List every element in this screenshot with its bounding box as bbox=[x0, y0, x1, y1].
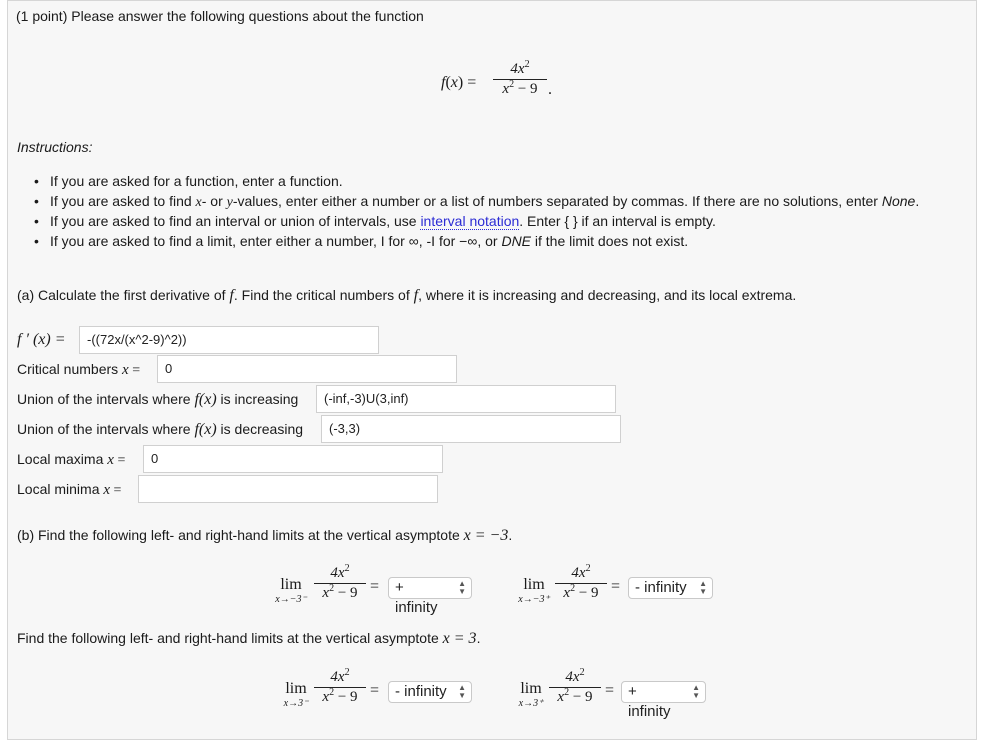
critical-numbers-input[interactable]: 0 bbox=[157, 355, 457, 383]
critical-label-var: x bbox=[122, 362, 129, 378]
limit-1-fraction bbox=[314, 565, 366, 602]
maxima-label-text: Local maxima bbox=[17, 451, 108, 467]
lim-subscript: x→−3⁻ bbox=[275, 594, 307, 605]
lim-bar bbox=[555, 583, 607, 584]
part-a-f: f bbox=[229, 287, 234, 304]
function-bar bbox=[493, 79, 547, 80]
lim-denominator: x bbox=[322, 689, 330, 705]
increasing-label-text: is increasing bbox=[216, 391, 299, 407]
instruction-item: • If you are asked to find an interval or union of intervals, use interval notation. Enter { } if an interval is empty. bbox=[34, 213, 716, 229]
function-period: . bbox=[548, 81, 552, 98]
decreasing-label-text: is decreasing bbox=[216, 421, 304, 437]
increasing-intervals-input[interactable]: (-inf,-3)U(3,inf) bbox=[316, 385, 616, 413]
limit-4-answer: + infinity bbox=[628, 683, 671, 720]
increasing-label-fx: f(x) bbox=[194, 391, 217, 408]
part-a-text: , where it is increasing and decreasing, and its local extrema. bbox=[418, 287, 797, 303]
part-b-asymptote: x = −3 bbox=[463, 527, 509, 544]
problem-header: (1 point) Please answer the following questions about the function bbox=[16, 8, 424, 24]
select-arrows-icon: ▲ ▼ bbox=[458, 683, 466, 700]
instructions-list bbox=[34, 172, 920, 252]
instruction-item: • If you are asked to find a limit, enter either a number, I for ∞, -I for −∞, or DNE if the limit does not exist. bbox=[34, 233, 689, 249]
part-b-asymptote-2: x = 3 bbox=[442, 630, 477, 647]
lim-numerator: 4x bbox=[330, 669, 345, 685]
limit-3-equals: = bbox=[370, 682, 380, 699]
minima-label-text: Local minima bbox=[17, 481, 104, 497]
minima-label-var: x bbox=[103, 482, 111, 498]
maxima-label-eq: = bbox=[113, 453, 126, 468]
lim-bar bbox=[314, 687, 366, 688]
increasing-label-text: Union of the intervals where bbox=[17, 391, 195, 407]
limit-4-fraction bbox=[549, 669, 601, 706]
lim-numerator: 4x bbox=[571, 565, 586, 581]
lim-num-exp: 2 bbox=[344, 667, 350, 678]
local-maxima-input[interactable]: 0 bbox=[143, 445, 443, 473]
function-numerator: 4x bbox=[510, 61, 525, 77]
instruction-text: If you are asked to find bbox=[50, 193, 196, 209]
instruction-text: If you are asked to find a limit, enter either a number, I for ∞, -I for −∞, or bbox=[50, 233, 502, 249]
part-b-prompt-2 bbox=[17, 630, 480, 648]
part-b-text: Find the following left- and right-hand limits at the vertical asymptote bbox=[17, 630, 443, 646]
limit-2-equals: = bbox=[611, 578, 621, 595]
increasing-label bbox=[17, 385, 298, 414]
part-a-prompt bbox=[17, 287, 796, 305]
lim-num-exp: 2 bbox=[344, 563, 350, 574]
instruction-em-none: None bbox=[881, 193, 916, 209]
lim-den-exp: 2 bbox=[570, 583, 576, 594]
lim-word: lim bbox=[285, 680, 307, 697]
derivative-label: f ′ (x) = bbox=[17, 331, 66, 348]
derivative-input[interactable]: -((72x/(x^2-9)^2)) bbox=[79, 326, 379, 354]
instruction-text: if the limit does not exist. bbox=[531, 233, 689, 249]
limit-3-answer: - infinity bbox=[395, 683, 447, 700]
lim-den-rest: − 9 bbox=[334, 689, 358, 705]
lim-num-exp: 2 bbox=[585, 563, 591, 574]
instruction-item: • If you are asked for a function, enter a function. bbox=[34, 173, 343, 189]
part-b-text: . bbox=[508, 527, 513, 543]
lim-numerator: 4x bbox=[330, 565, 345, 581]
part-a-f: f bbox=[413, 287, 419, 304]
select-arrows-icon: ▲ ▼ bbox=[458, 579, 466, 596]
minima-label-eq: = bbox=[110, 483, 122, 498]
instruction-var-y: y bbox=[226, 195, 233, 210]
limit-4-equals: = bbox=[605, 682, 615, 699]
lim-den-rest: − 9 bbox=[575, 585, 599, 601]
lim-bar bbox=[314, 583, 366, 584]
minima-label bbox=[17, 475, 121, 505]
decreasing-label-text: Union of the intervals where bbox=[17, 421, 195, 437]
instruction-text: -values, enter either a number or a list of numbers separated by commas. If there are no solutions, enter bbox=[232, 193, 882, 209]
limit-1-equals: = bbox=[370, 578, 380, 595]
decreasing-intervals-input[interactable]: (-3,3) bbox=[321, 415, 621, 443]
instruction-text: . Enter { } if an interval is empty. bbox=[519, 213, 716, 229]
lim-denominator: x bbox=[563, 585, 571, 601]
part-b-text: . bbox=[476, 630, 481, 646]
limit-2-answer-select[interactable] bbox=[628, 577, 713, 599]
lim-subscript: x→−3⁺ bbox=[518, 594, 550, 605]
limit-2-fraction bbox=[555, 565, 607, 602]
lim-subscript: x→3⁻ bbox=[283, 698, 309, 709]
part-a-text: . Find the critical numbers of bbox=[233, 287, 414, 303]
part-b-prompt bbox=[17, 527, 512, 545]
lim-den-exp: 2 bbox=[329, 583, 335, 594]
decreasing-label bbox=[17, 415, 303, 444]
instruction-item: • If you are asked to find x- or y-values, enter either a number or a list of numbers separated by commas. If there are no solutions, enter None. bbox=[34, 193, 920, 210]
critical-label bbox=[17, 355, 140, 385]
function-den-exp: 2 bbox=[509, 79, 515, 90]
limit-3-fraction bbox=[314, 669, 366, 706]
lim-den-rest: − 9 bbox=[569, 689, 593, 705]
lim-denominator: x bbox=[557, 689, 565, 705]
limit-4-operator bbox=[511, 680, 551, 709]
limit-3-answer-select[interactable] bbox=[388, 681, 472, 703]
function-den-rest: − 9 bbox=[514, 81, 538, 97]
instruction-text: If you are asked for a function, enter a function. bbox=[50, 173, 343, 189]
function-denominator: x bbox=[502, 81, 510, 97]
limit-2-operator bbox=[513, 576, 555, 605]
part-a-text: (a) Calculate the first derivative of bbox=[17, 287, 230, 303]
lim-word: lim bbox=[280, 576, 302, 593]
instruction-text: . bbox=[915, 193, 920, 209]
maxima-label bbox=[17, 445, 125, 475]
local-minima-input[interactable] bbox=[138, 475, 438, 503]
limit-1-answer: + infinity bbox=[395, 579, 438, 616]
instruction-text: - or bbox=[201, 193, 227, 209]
limit-1-operator bbox=[270, 576, 312, 605]
instruction-em-dne: DNE bbox=[501, 233, 532, 249]
select-arrows-icon: ▲ ▼ bbox=[699, 579, 707, 596]
lim-bar bbox=[549, 687, 601, 688]
lim-denominator: x bbox=[322, 585, 330, 601]
limit-1-answer-select[interactable] bbox=[388, 577, 472, 616]
critical-label-text: Critical numbers bbox=[17, 361, 123, 377]
lim-numerator: 4x bbox=[565, 669, 580, 685]
lim-den-exp: 2 bbox=[564, 687, 570, 698]
limit-2-answer: - infinity bbox=[635, 579, 687, 596]
function-num-exp: 2 bbox=[524, 59, 530, 70]
select-arrows-icon: ▲ ▼ bbox=[692, 683, 700, 700]
instruction-var-x: x bbox=[195, 195, 202, 210]
lim-num-exp: 2 bbox=[579, 667, 585, 678]
limit-3-operator bbox=[276, 680, 316, 709]
instruction-text: If you are asked to find an interval or union of intervals, use bbox=[50, 213, 421, 229]
maxima-label-var: x bbox=[107, 452, 114, 468]
decreasing-label-fx: f(x) bbox=[194, 421, 217, 438]
interval-notation-link[interactable]: interval notation bbox=[420, 213, 520, 229]
instructions-title: Instructions: bbox=[17, 139, 93, 155]
limit-4-answer-select[interactable] bbox=[621, 681, 706, 720]
lim-word: lim bbox=[520, 680, 542, 697]
problem-panel bbox=[7, 0, 977, 740]
function-fraction bbox=[493, 61, 547, 98]
lim-den-exp: 2 bbox=[329, 687, 335, 698]
function-lhs: f(x) = bbox=[441, 74, 477, 91]
part-b-text: (b) Find the following left- and right-hand limits at the vertical asymptote bbox=[17, 527, 464, 543]
critical-label-eq: = bbox=[128, 363, 141, 378]
lim-subscript: x→3⁺ bbox=[518, 698, 544, 709]
lim-word: lim bbox=[523, 576, 545, 593]
lim-den-rest: − 9 bbox=[334, 585, 358, 601]
